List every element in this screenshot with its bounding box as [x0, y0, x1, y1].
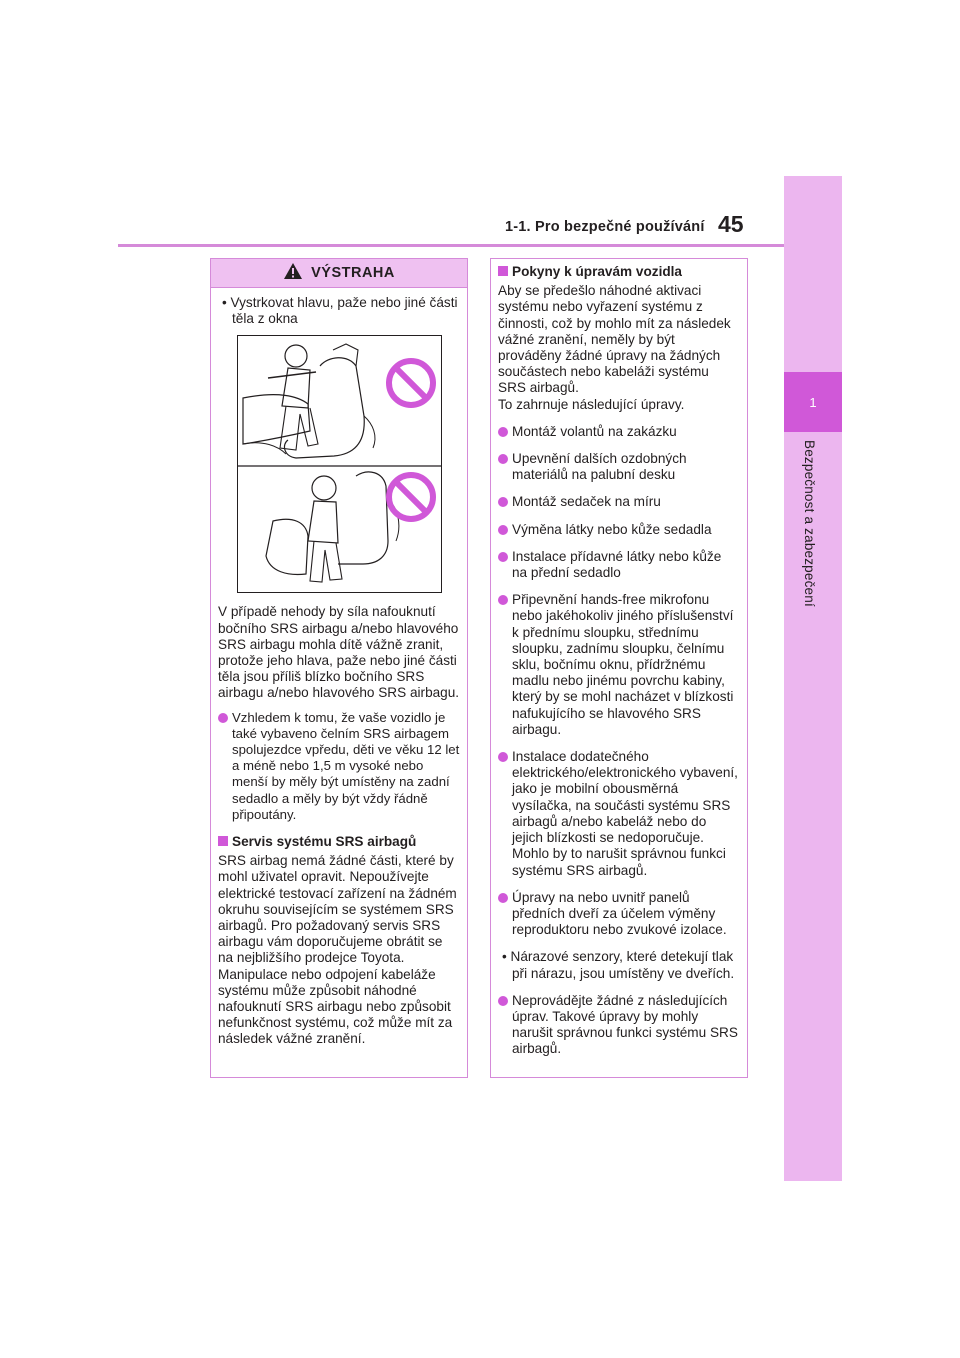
warning-circle-item: Vzhledem k tomu, že vaše vozidlo je také vybaveno čelním SRS airbagem spolujezdce vpředu, děti ve věku 12 let a méně nebo 1,5 m vysoké nebo menší by měly být umístěny na zadní sedadlo a měly by být vždy řádně připoutány. [218, 710, 460, 823]
header-rule [118, 244, 784, 247]
warning-title: VÝSTRAHA [311, 264, 395, 281]
section-title: 1-1. Pro bezpečné používání [505, 219, 705, 235]
warning-box [210, 258, 468, 1078]
list-item: Připevnění hands-free mikrofonu nebo jakéhokoliv jiného příslušenství k přednímu sloupku, střednímu sloupku, zadnímu sloupku, čelnímu sklu, bočnímu oknu, přídržnému madlu nebo jinému povrchu kabiny, který by se mohl nacházet v blízkosti nafukujícího se hlavového SRS airbagu. [498, 592, 740, 738]
list-item: Instalace dodatečného elektrického/elektronického vybavení, jako je mobilní obousměrná vysílačka, na součásti systému SRS airbagů a/nebo kabeláž nebo do jejich blízkosti se nedoporučuje. Mohlo by to narušit správnou funkci systému SRS airbagů. [498, 749, 740, 879]
warning-paragraph: V případě nehody by síla nafouknutí bočního SRS airbagu a/nebo hlavového SRS airbagu mohla dítě vážně zranit, protože jeho hlava, paže nebo jiné části těla jsou příliš blízko bočního SRS airbagu a/nebo hlavového SRS airbagu. [218, 604, 460, 701]
list-item: Neprovádějte žádné z následujících úprav. Takové úpravy by mohly narušit správnou funkci systému SRS airbagů. [498, 993, 740, 1058]
warning-bullet: • Vystrkovat hlavu, paže nebo jiné části těla z okna [218, 295, 460, 327]
servis-heading: Servis systému SRS airbagů [218, 834, 460, 850]
side-tab [784, 176, 842, 1181]
list-item: Výměna látky nebo kůže sedadla [498, 522, 740, 538]
left-column [210, 258, 468, 1078]
right-column [490, 258, 748, 1078]
list-item: Montáž volantů na zakázku [498, 424, 740, 440]
modifications-intro-2: To zahrnuje následující úpravy. [498, 396, 685, 412]
modifications-intro: Aby se předešlo náhodné aktivaci systému nebo vyřazení systému z činnosti, což by mohlo mít za následek vážné zranění, neměly by být prováděny žádné úpravy na žádných součástech nebo kabeláži systému SRS airbagů. [498, 283, 731, 396]
warning-header [211, 259, 467, 288]
modifications-heading: Pokyny k úpravám vozidla [498, 264, 740, 280]
list-item: Upevnění dalších ozdobných materiálů na palubní desku [498, 451, 740, 483]
warning-triangle-icon [283, 262, 303, 284]
sensor-bullet: • Nárazové senzory, které detekují tlak při nárazu, jsou umístěny ve dveřích. [498, 949, 740, 981]
child-window-illustration [237, 335, 442, 593]
chapter-number: 1 [784, 372, 842, 432]
list-item: Montáž sedaček na míru [498, 494, 740, 510]
list-item: Úpravy na nebo uvnitř panelů předních dveří za účelem výměny reproduktoru nebo zvukové izolace. [498, 890, 740, 939]
page-number: 45 [718, 211, 744, 237]
list-item: Instalace přídavné látky nebo kůže na přední sedadlo [498, 549, 740, 581]
chapter-label: Bezpečnost a zabezpečení [802, 440, 817, 607]
warning-body [211, 288, 467, 1048]
servis-paragraph: SRS airbag nemá žádné části, které by mohl uživatel opravit. Nepoužívejte elektrické testovací zařízení na žádném okruhu souvisejícím se systémem SRS airbagů. Pro požadovaný servis SRS airbagu vám doporučujeme obrátit se na nejbližšího prodejce Toyota. Manipulace nebo odpojení kabeláže systému může způsobit náhodné nafouknutí SRS airbagu nebo způsobit nefunkčnost systému, což může mít za následek vážné zranění. [218, 853, 457, 1047]
